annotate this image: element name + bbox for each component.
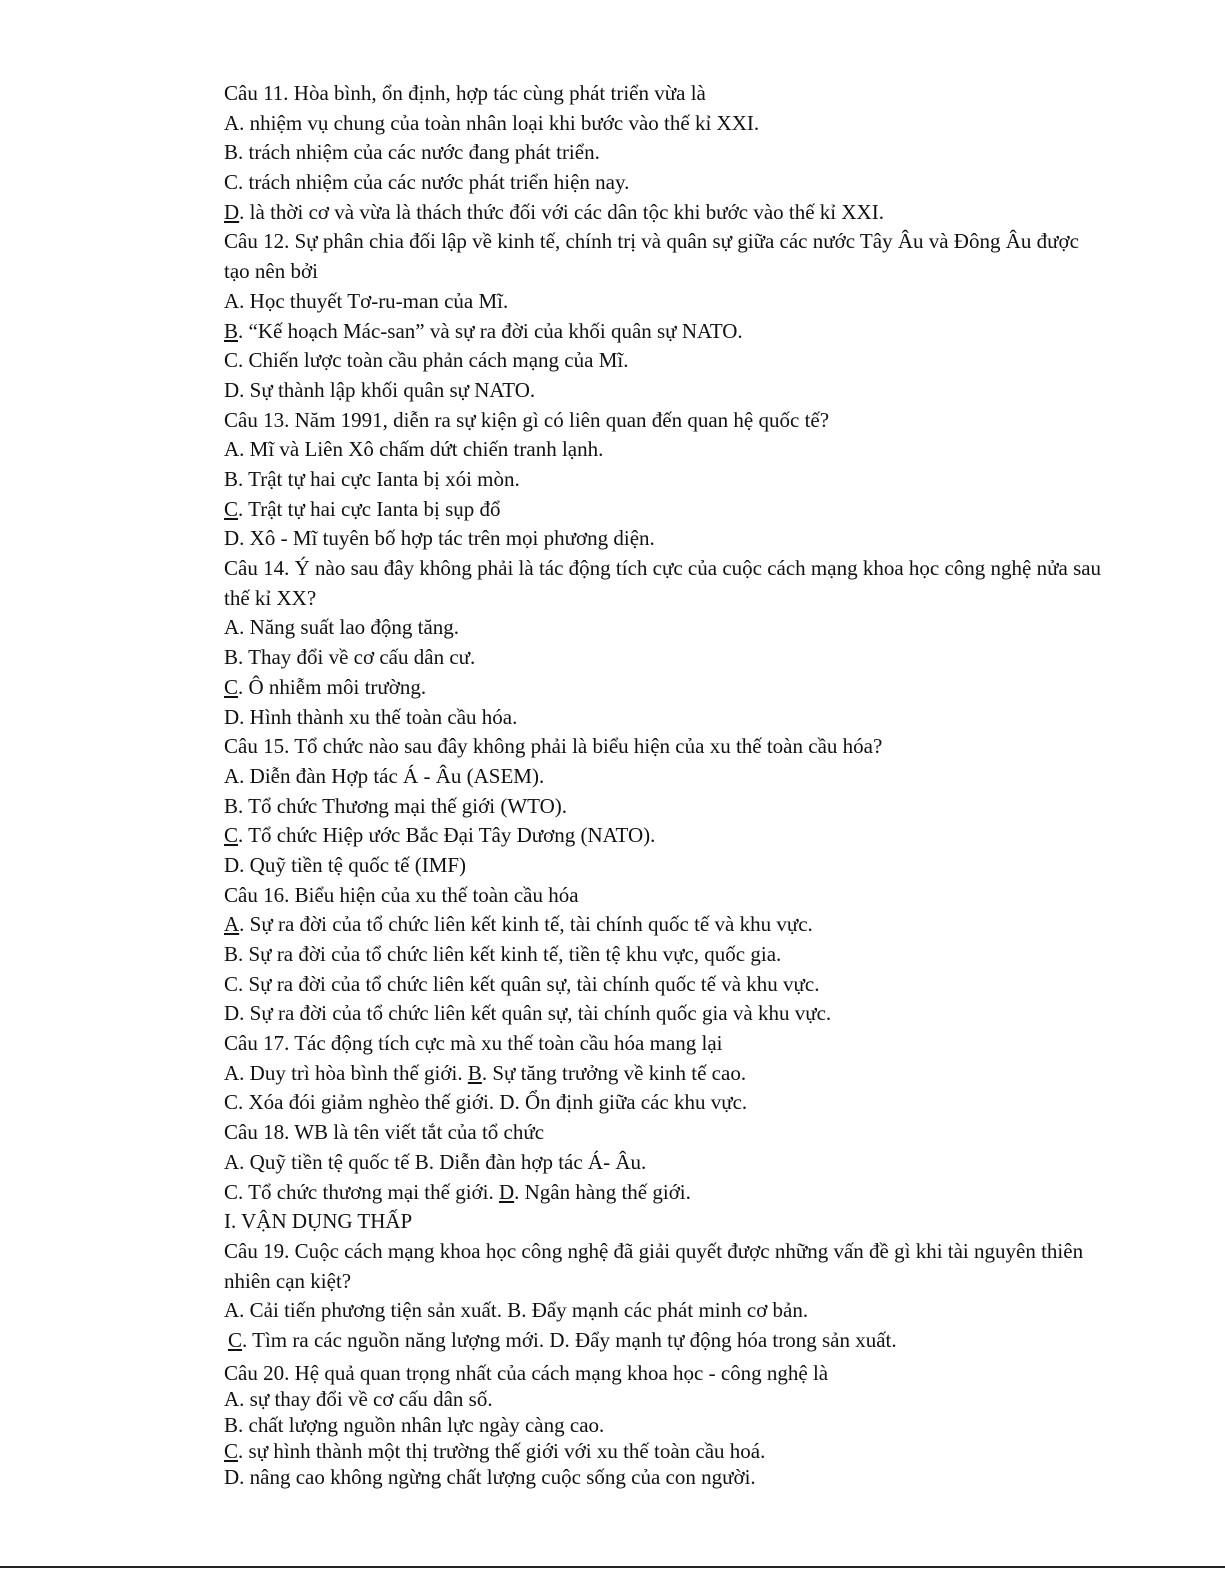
question-13-option-a: A. Mĩ và Liên Xô chấm dứt chiến tranh lạnh. [224, 437, 604, 462]
option-text: . Tổ chức Hiệp ước Bắc Đại Tây Dương (NATO). [238, 823, 656, 848]
question-12-option-a: A. Học thuyết Tơ-ru-man của Mĩ. [224, 288, 509, 313]
option-text: C. Tổ chức thương mại thế giới. [224, 1179, 499, 1204]
question-13-option-b: B. Trật tự hai cực Ianta bị xói mòn. [224, 466, 520, 491]
question-12-option-c: C. Chiến lược toàn cầu phản cách mạng của Mĩ. [224, 348, 629, 373]
question-14-option-d: D. Hình thành xu thế toàn cầu hóa. [224, 704, 518, 729]
question-14-option-a: A. Năng suất lao động tăng. [224, 615, 460, 640]
question-11-option-d [224, 198, 1104, 228]
question-13-option-d: D. Xô - Mĩ tuyên bố hợp tác trên mọi phương diện. [224, 526, 655, 551]
option-text: . Trật tự hai cực Ianta bị sụp đổ [238, 496, 501, 521]
question-11-stem: Câu 11. Hòa bình, ổn định, hợp tác cùng phát triển vừa là [224, 81, 706, 105]
question-14-stem: Câu 14. Ý nào sau đây không phải là tác động tích cực của cuộc cách mạng khoa học công nghệ nửa sau thế kỉ XX? [224, 556, 1102, 610]
question-20-stem: Câu 20. Hệ quả quan trọng nhất của cách mạng khoa học - công nghệ là [224, 1360, 829, 1385]
question-13-stem: Câu 13. Năm 1991, diễn ra sự kiện gì có liên quan đến quan hệ quốc tế? [224, 407, 830, 432]
option-text: . là thời cơ và vừa là thách thức đối với các dân tộc khi bước vào thế kỉ XXI. [239, 199, 884, 224]
question-11-option-c: C. trách nhiệm của các nước phát triển hiện nay. [224, 170, 630, 195]
question-19-options-cd [224, 1326, 1104, 1356]
option-text: . Tìm ra các nguồn năng lượng mới. D. Đẩy mạnh tự động hóa trong sản xuất. [242, 1327, 897, 1352]
option-text: A. Duy trì hòa bình thế giới. [224, 1060, 468, 1085]
answer-marker: C [224, 823, 239, 848]
option-text: . Ô nhiễm môi trường. [238, 674, 427, 699]
question-12-option-d: D. Sự thành lập khối quân sự NATO. [224, 377, 536, 402]
question-16-stem: Câu 16. Biểu hiện của xu thế toàn cầu hóa [224, 882, 579, 907]
option-text: . Ngân hàng thế giới. [514, 1179, 691, 1204]
answer-marker: C [224, 674, 239, 699]
question-18-options-ab: A. Quỹ tiền tệ quốc tế B. Diễn đàn hợp tác Á- Âu. [224, 1149, 647, 1174]
question-11-option-a: A. nhiệm vụ chung của toàn nhân loại khi bước vào thế kỉ XXI. [224, 110, 760, 135]
question-15-stem: Câu 15. Tổ chức nào sau đây không phải là biểu hiện của xu thế toàn cầu hóa? [224, 734, 883, 759]
answer-marker: D [224, 199, 240, 224]
answer-marker: B [224, 318, 239, 343]
answer-marker: D [498, 1179, 515, 1204]
question-20-option-c [224, 1438, 1104, 1464]
answer-marker: B [467, 1060, 482, 1085]
option-text: . Sự ra đời của tổ chức liên kết kinh tế, tài chính quốc tế và khu vực. [239, 912, 813, 937]
question-15-option-a: A. Diễn đàn Hợp tác Á - Âu (ASEM). [224, 763, 545, 788]
question-17-stem: Câu 17. Tác động tích cực mà xu thế toàn cầu hóa mang lại [224, 1031, 723, 1056]
question-17-options-cd: C. Xóa đói giảm nghèo thế giới. D. Ổn định giữa các khu vực. [224, 1090, 748, 1115]
bottom-rule [0, 1566, 1225, 1568]
question-20-option-b: B. chất lượng nguồn nhân lực ngày càng cao. [224, 1412, 605, 1437]
option-text: . sự hình thành một thị trường thế giới với xu thế toàn cầu hoá. [238, 1438, 766, 1463]
question-18-options-cd [224, 1178, 1104, 1208]
question-20-option-a: A. sự thay đổi về cơ cấu dân số. [224, 1386, 493, 1411]
question-19-options-ab: A. Cải tiến phương tiện sản xuất. B. Đẩy mạnh các phát minh cơ bản. [224, 1298, 809, 1323]
question-13-option-c [224, 495, 1104, 525]
question-17-options-ab [224, 1059, 1104, 1089]
answer-marker: C [224, 496, 239, 521]
section-heading: I. VẬN DỤNG THẤP [224, 1209, 413, 1234]
question-20-option-d: D. nâng cao không ngừng chất lượng cuộc sống của con người. [224, 1464, 756, 1489]
answer-marker: A [224, 912, 240, 937]
question-15-option-b: B. Tổ chức Thương mại thế giới (WTO). [224, 793, 568, 818]
question-18-stem: Câu 18. WB là tên viết tắt của tổ chức [224, 1120, 545, 1145]
question-16-option-c: C. Sự ra đời của tổ chức liên kết quân sự, tài chính quốc tế và khu vực. [224, 971, 820, 996]
question-16-option-a [224, 910, 1104, 940]
question-19-stem: Câu 19. Cuộc cách mạng khoa học công nghệ đã giải quyết được những vấn đề gì khi tài nguyên thiên nhiên cạn kiệt? [224, 1238, 1084, 1293]
question-16-option-d: D. Sự ra đời của tổ chức liên kết quân sự, tài chính quốc gia và khu vực. [224, 1001, 832, 1026]
question-list [224, 79, 1104, 1490]
answer-marker: C [228, 1327, 243, 1352]
question-16-option-b: B. Sự ra đời của tổ chức liên kết kinh tế, tiền tệ khu vực, quốc gia. [224, 942, 782, 966]
question-14-option-c [224, 673, 1104, 703]
question-15-option-c [224, 821, 1104, 851]
question-14-option-b: B. Thay đổi về cơ cấu dân cư. [224, 645, 476, 670]
option-text: . Sự tăng trưởng về kinh tế cao. [481, 1060, 747, 1085]
question-11-option-b: B. trách nhiệm của các nước đang phát triển. [224, 140, 600, 165]
option-text: . “Kế hoạch Mác-san” và sự ra đời của khối quân sự NATO. [238, 318, 743, 343]
question-12-option-b [224, 317, 1104, 347]
answer-marker: C [224, 1438, 239, 1463]
question-12-stem: Câu 12. Sự phân chia đối lập về kinh tế, chính trị và quân sự giữa các nước Tây Âu và Đông Âu được tạo nên bởi [224, 229, 1079, 284]
question-15-option-d: D. Quỹ tiền tệ quốc tế (IMF) [224, 852, 467, 877]
